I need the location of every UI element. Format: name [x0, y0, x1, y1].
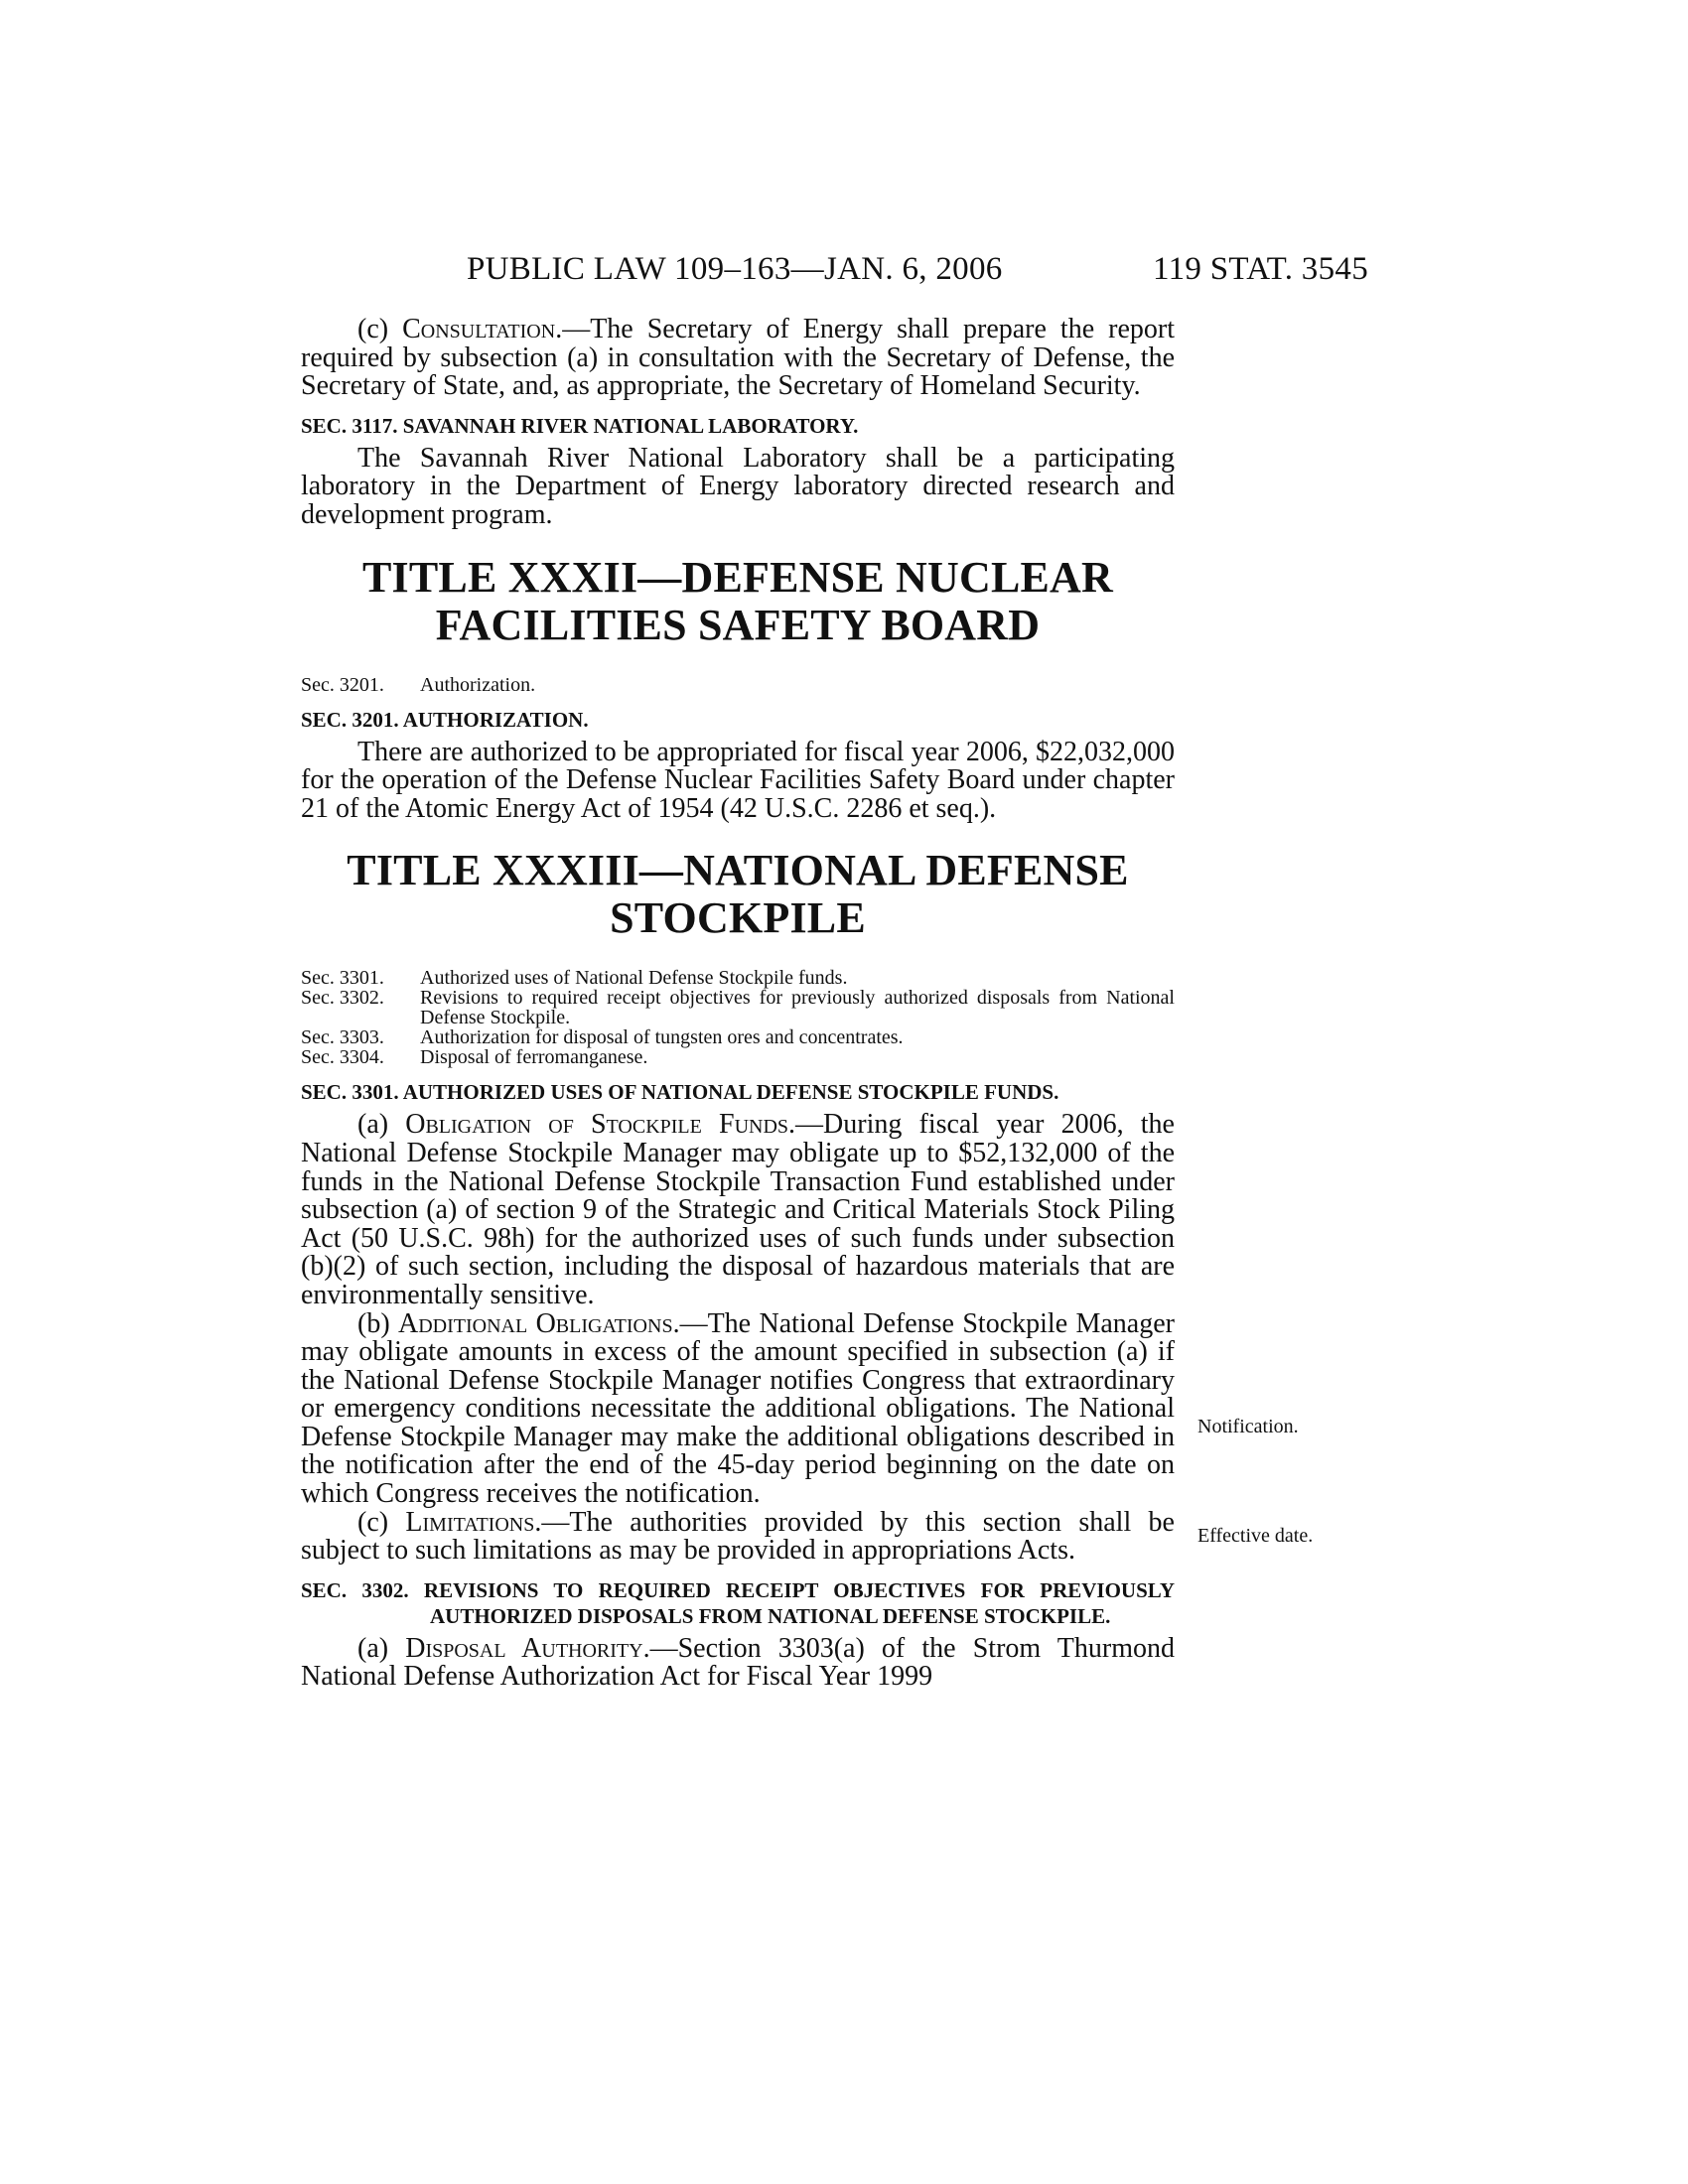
- section-body-3117: The Savannah River National Laboratory shall be a participating laboratory in the Department of Energy laboratory directed research and development program.: [301, 442, 1175, 530]
- subsection-3301-a: (a) Obligation of Stockpile Funds.—During fiscal year 2006, the National Defense Stockpile Manager may obligate up to $52,132,000 of the funds in the National Defense Stockpile Transaction Fund established under subsection (a) of section 9 of the Strategic and Critical Materials Stock Piling Act (50 U.S.C. 98h) for the authorized uses of such funds under subsection (b)(2) of such section, including the disposal of hazardous materials that are environmentally sensitive.: [301, 1109, 1175, 1310]
- toc-entry: Sec. 3304. Disposal of ferromanganese.: [301, 1046, 648, 1069]
- toc-entry: Sec. 3303. Authorization for disposal of tungsten ores and concentrates.: [301, 1026, 904, 1049]
- caption: Additional Obligations: [398, 1307, 673, 1339]
- margin-note-effective-date: Effective date.: [1197, 1525, 1314, 1547]
- subsection-3301-b: (b) Additional Obligations.—The National Defense Stockpile Manager may obligate amounts in excess of the amount specified in subsection (a) if the National Defense Stockpile Manager notifies Congress that extraordinary or emergency conditions necessitate the additional obligations. The National Defense Stockpile Manager may make the additional obligations described in the notification after the end of the 45-day period beginning on the date on which Congress receives the notification.: [301, 1307, 1175, 1510]
- toc-entry: Sec. 3302. Revisions to required receipt objectives for previously authorized disposals from National Defense Stockpile.: [301, 987, 1175, 1029]
- header-citation: PUBLIC LAW 109–163—JAN. 6, 2006: [467, 251, 1003, 287]
- toc-entry: Sec. 3301. Authorized uses of National Defense Stockpile funds.: [301, 967, 848, 990]
- running-header: [298, 251, 1368, 291]
- caption: Obligation of Stockpile Funds: [405, 1109, 789, 1141]
- subsection-3302-a: (a) Disposal Authority.—Section 3303(a) of the Strom Thurmond National Defense Authorization Act for Fiscal Year 1999: [301, 1632, 1176, 1693]
- header-page-number: 119 STAT. 3545: [1153, 251, 1368, 287]
- margin-note-notification: Notification.: [1197, 1416, 1299, 1437]
- caption: Consultation: [402, 314, 556, 344]
- toc-entry: Sec. 3201. Authorization.: [301, 673, 536, 696]
- table-of-contents-32: [301, 675, 1175, 695]
- caption: Limitations: [405, 1506, 535, 1538]
- subsection-3301-c: (c) Limitations.—The authorities provided by this section shall be subject to such limitations as may be provided in appropriations Acts.: [301, 1506, 1175, 1567]
- table-of-contents-33: [301, 968, 1175, 1067]
- text-column: [301, 316, 1175, 1692]
- section-body-3201: There are authorized to be appropriated for fiscal year 2006, $22,032,000 for the operation of the Defense Nuclear Facilities Safety Board under chapter 21 of the Atomic Energy Act of 1954 (42 U.S.C. 2286 et seq.).: [301, 736, 1175, 824]
- section-heading-3117: SEC. 3117. SAVANNAH RIVER NATIONAL LABORATORY.: [301, 413, 859, 438]
- caption: Disposal Authority: [405, 1632, 643, 1664]
- title-heading-32: TITLE XXXII—DEFENSE NUCLEAR FACILITIES SAFETY BOARD: [362, 552, 1113, 649]
- title-heading-33: TITLE XXXIII—NATIONAL DEFENSE STOCKPILE: [347, 846, 1129, 943]
- section-heading-3302: SEC. 3302. REVISIONS TO REQUIRED RECEIPT OBJECTIVES FOR PREVIOUSLY AUTHORIZED DISPOSALS FROM NATIONAL DEFENSE STOCKPILE.: [301, 1577, 1175, 1628]
- section-heading-3201: SEC. 3201. AUTHORIZATION.: [301, 707, 589, 732]
- section-heading-3301: SEC. 3301. AUTHORIZED USES OF NATIONAL DEFENSE STOCKPILE FUNDS.: [301, 1080, 1059, 1105]
- subsection-consultation: (c) Consultation.—The Secretary of Energy shall prepare the report required by subsection (a) in consultation with the Secretary of Defense, the Secretary of State, and, as appropriate, the Secretary of Homeland Security.: [301, 314, 1175, 402]
